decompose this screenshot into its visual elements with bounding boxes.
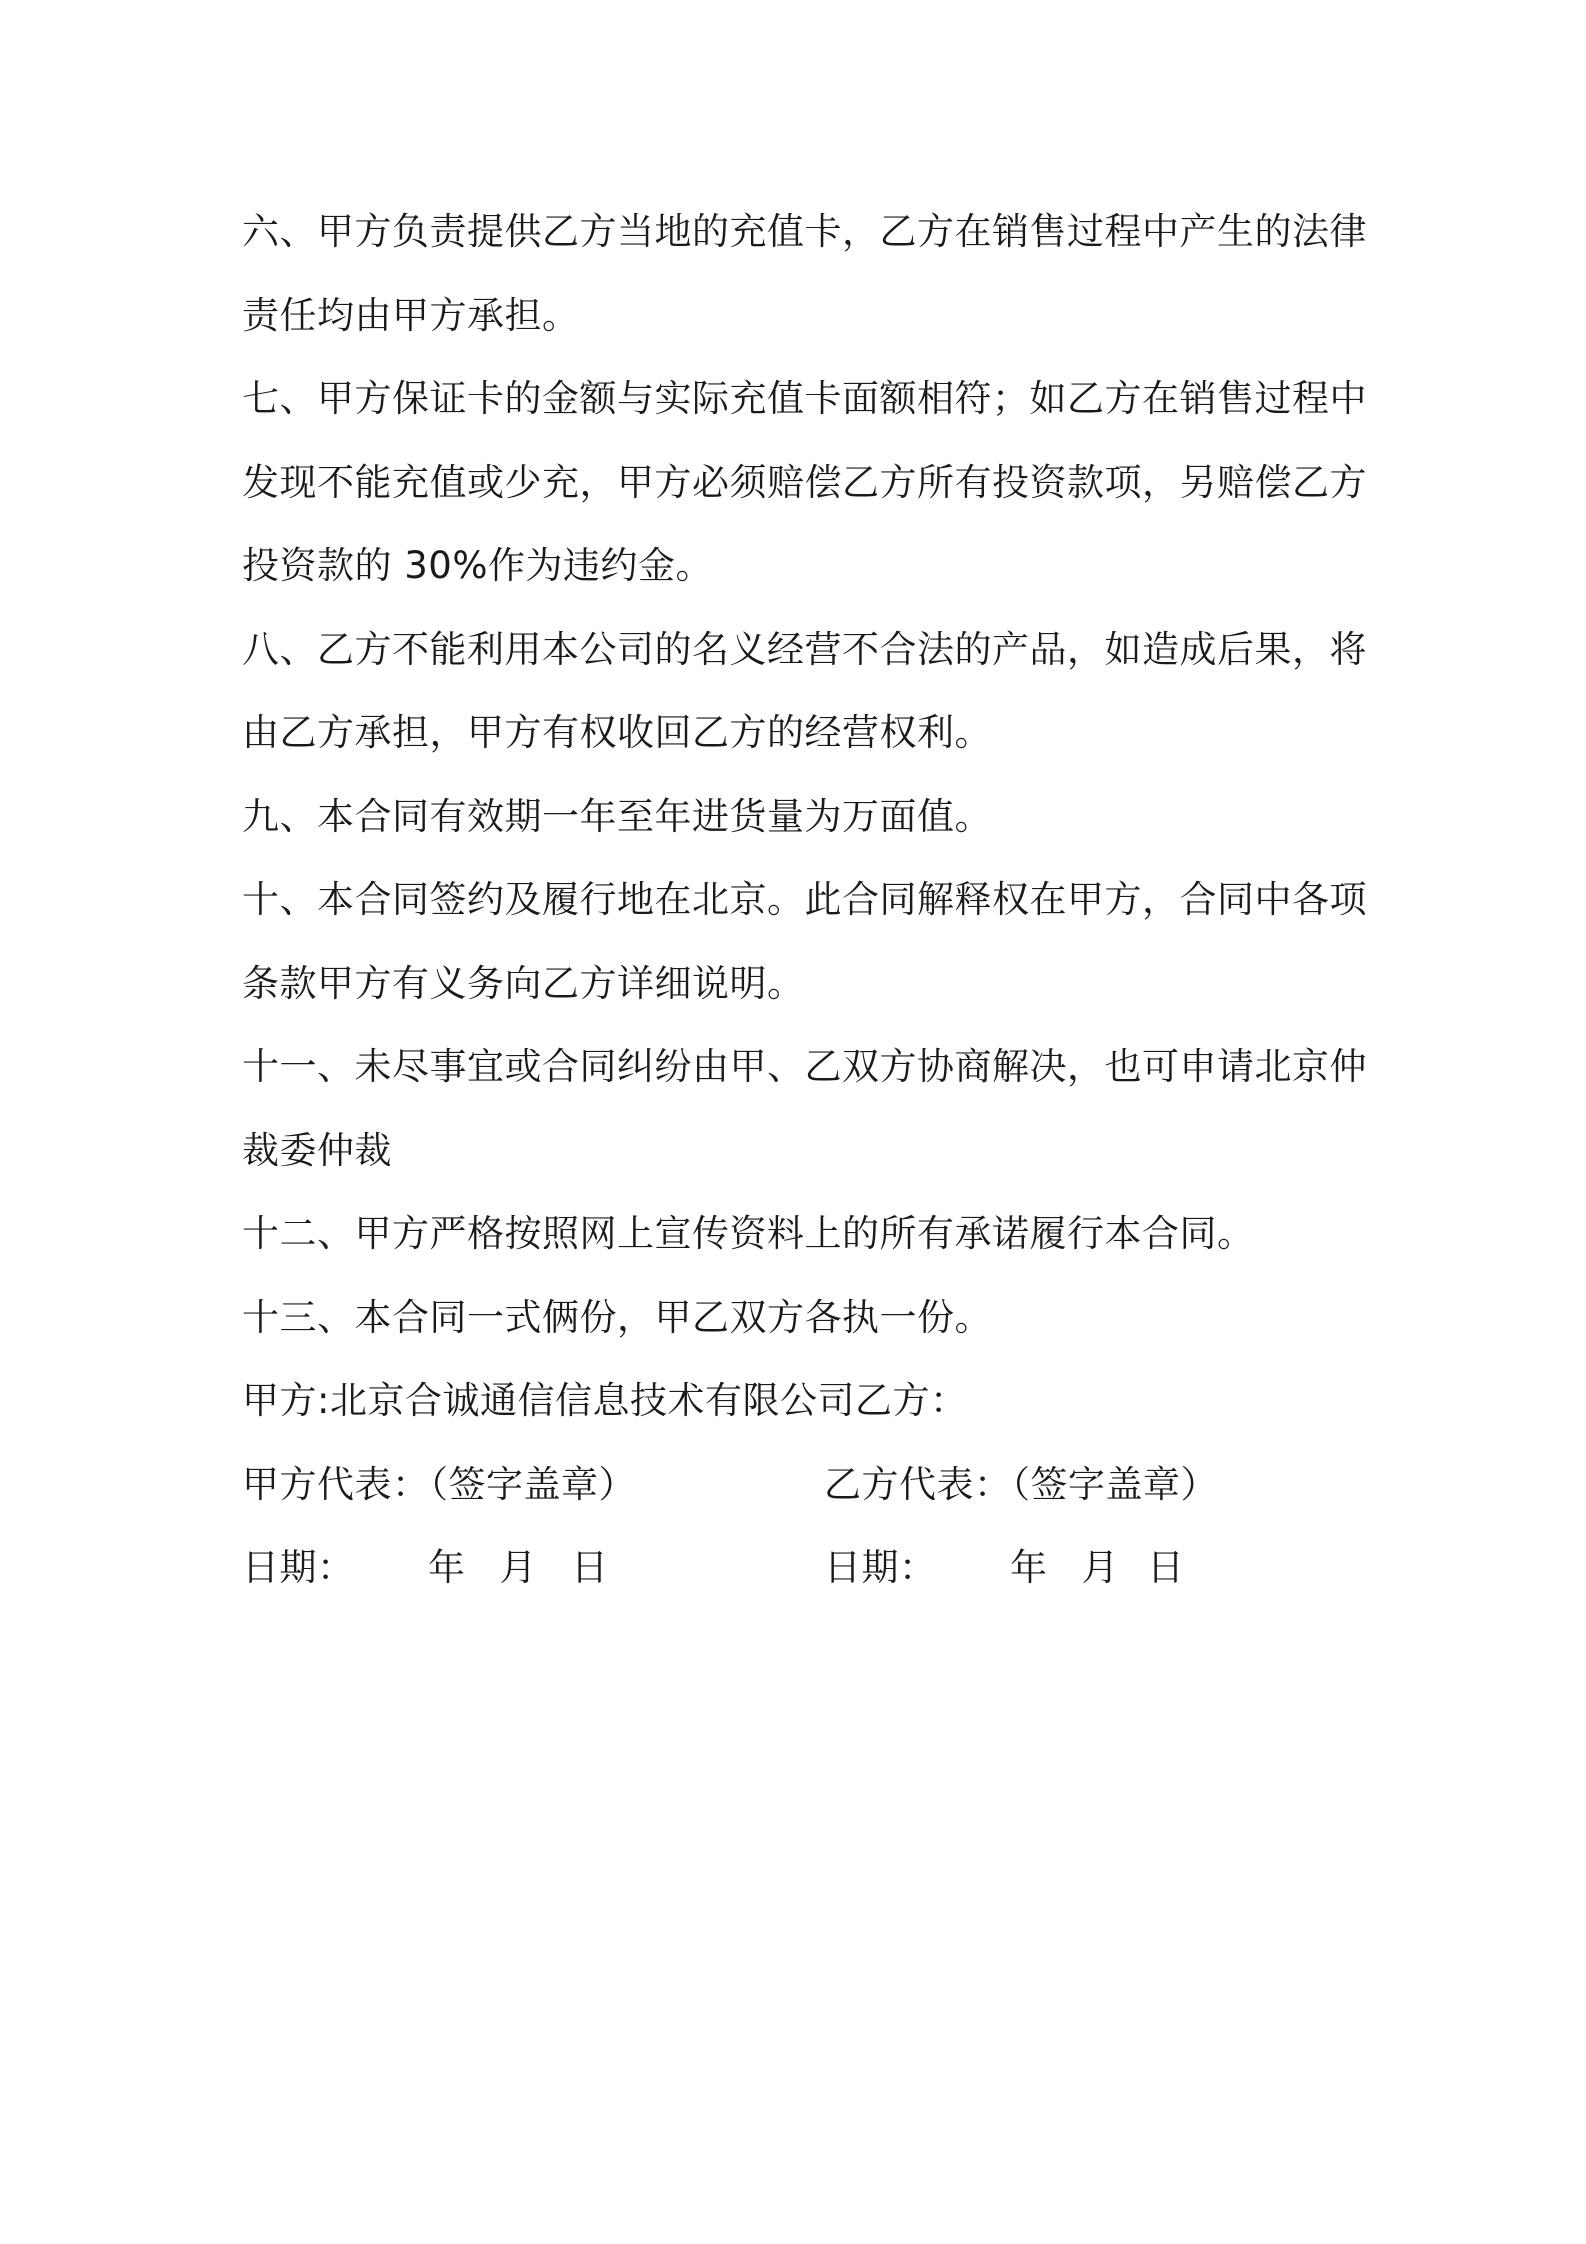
clause-7-line-3: 投资款的 30%作为违约金。 [242, 544, 713, 587]
date-label: 日期： [824, 1546, 937, 1589]
year-label: 年 [1010, 1546, 1048, 1589]
clause-10-line-1: 十、本合同签约及履行地在北京。此合同解释权在甲方，合同中各项 [242, 878, 1367, 921]
date-label: 日期： [242, 1546, 355, 1589]
clause-11-line-1: 十一、未尽事宜或合同纠纷由甲、乙双方协商解决，也可申请北京仲 [242, 1045, 1367, 1088]
party-b-representative: 乙方代表：（签字盖章） [824, 1463, 1218, 1506]
clause-10-line-2: 条款甲方有义务向乙方详细说明。 [242, 962, 805, 1005]
month-label: 月 [499, 1546, 537, 1589]
clause-6-line-2: 责任均由甲方承担。 [242, 294, 580, 337]
party-a-date [242, 1543, 609, 1593]
month-label: 月 [1081, 1546, 1119, 1589]
clause-7-line-1: 七、甲方保证卡的金额与实际充值卡面额相符；如乙方在销售过程中 [242, 377, 1367, 420]
clause-12-line-1: 十二、甲方严格按照网上宣传资料上的所有承诺履行本合同。 [242, 1212, 1255, 1255]
clause-11-line-2: 裁委仲裁 [242, 1129, 392, 1172]
party-a-representative: 甲方代表：（签字盖章） [242, 1463, 636, 1506]
day-label: 日 [1147, 1546, 1185, 1589]
parties-line: 甲方:北京合诚通信信息技术有限公司乙方： [242, 1379, 968, 1422]
year-label: 年 [428, 1546, 466, 1589]
clause-9-line-1: 九、本合同有效期一年至年进货量为万面值。 [242, 795, 992, 838]
clause-13-line-1: 十三、本合同一式俩份，甲乙双方各执一份。 [242, 1296, 992, 1339]
clause-8-line-2: 由乙方承担，甲方有权收回乙方的经营权利。 [242, 711, 992, 754]
clause-8-line-1: 八、乙方不能利用本公司的名义经营不合法的产品，如造成后果，将 [242, 628, 1367, 671]
day-label: 日 [571, 1546, 609, 1589]
party-b-date [824, 1543, 1185, 1593]
clause-6-line-1: 六、甲方负责提供乙方当地的充值卡，乙方在销售过程中产生的法律 [242, 210, 1367, 253]
clause-7-line-2: 发现不能充值或少充，甲方必须赔偿乙方所有投资款项，另赔偿乙方 [242, 461, 1367, 504]
